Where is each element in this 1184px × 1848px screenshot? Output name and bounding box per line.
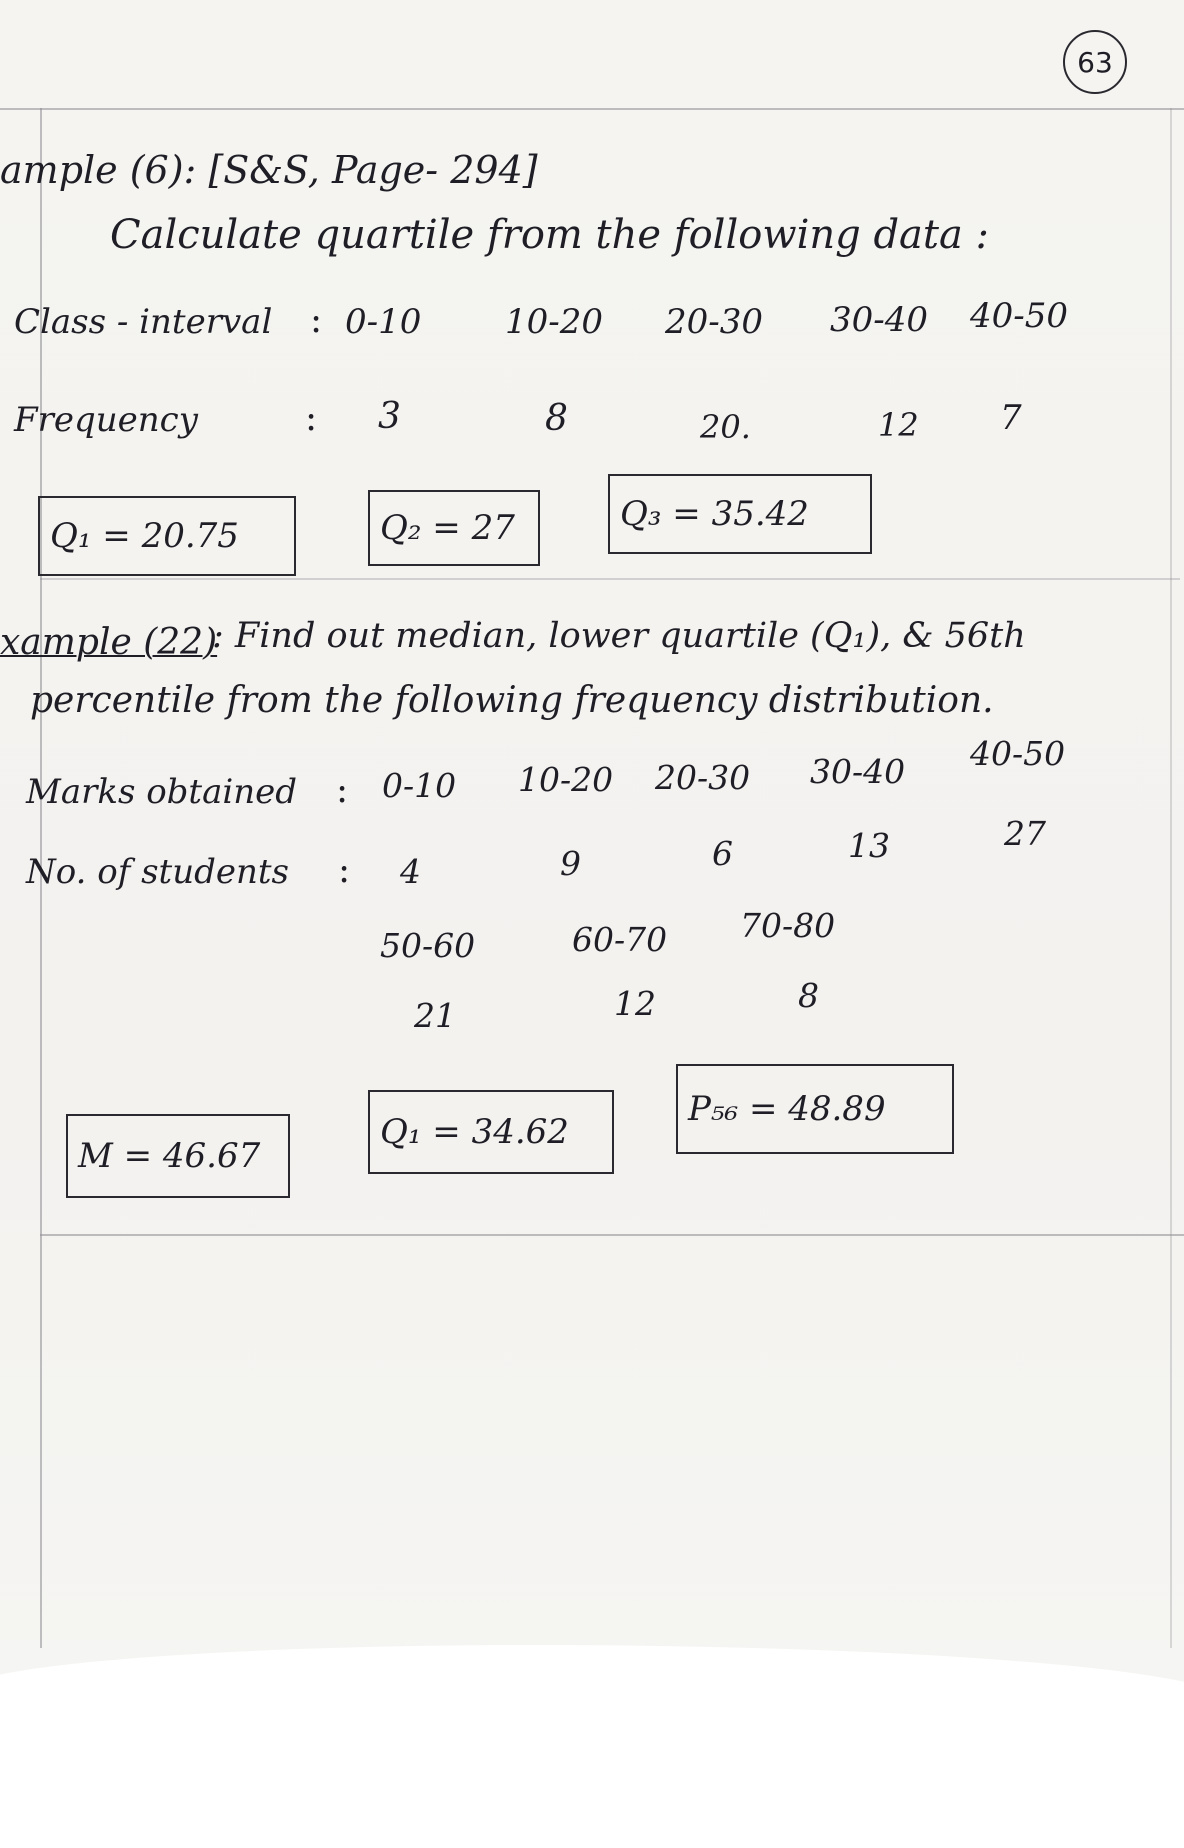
marks-b-0: 50-60 — [380, 926, 476, 965]
page-number: 63 — [1077, 45, 1113, 79]
bottom-rule-line — [40, 1234, 1184, 1236]
frequency-3: 12 — [878, 406, 919, 444]
section-divider-line — [40, 578, 1180, 580]
students-a-2: 6 — [712, 834, 733, 873]
marks-a-2: 20-30 — [655, 758, 751, 797]
frequency-label: Frequency — [14, 400, 198, 440]
frequency-1: 8 — [545, 398, 568, 439]
students-separator: : — [338, 850, 351, 891]
students-a-3: 13 — [848, 826, 890, 865]
students-a-4: 27 — [1004, 814, 1046, 853]
q1-answer-box: Q₁ = 20.75 — [38, 496, 296, 576]
example2-instruction-1: : Find out median, lower quartile (Q₁), & 56th — [212, 616, 1026, 656]
students-a-1: 9 — [560, 844, 581, 883]
q2-answer-box: Q₂ = 27 — [368, 490, 540, 566]
marks-a-1: 10-20 — [518, 760, 614, 799]
interval-3: 30-40 — [830, 300, 929, 340]
marks-a-0: 0-10 — [382, 766, 457, 805]
marks-obtained-separator: : — [336, 770, 349, 811]
interval-4: 40-50 — [970, 296, 1069, 336]
example2-instruction-2: percentile from the following frequency distribution. — [30, 680, 994, 721]
percentile-56-answer-box: P₅₆ = 48.89 — [676, 1064, 954, 1154]
interval-2: 20-30 — [665, 302, 764, 342]
students-a-0: 4 — [400, 852, 421, 891]
q3-answer-box: Q₃ = 35.42 — [608, 474, 872, 554]
marks-a-3: 30-40 — [810, 752, 906, 791]
students-b-1: 12 — [614, 984, 656, 1023]
blank-bottom-area — [0, 1645, 1184, 1848]
median-answer-box: M = 46.67 — [66, 1114, 290, 1198]
example1-heading: ample (6): [S&S, Page- 294] — [0, 148, 538, 192]
frequency-0: 3 — [378, 396, 401, 437]
interval-0: 0-10 — [345, 302, 422, 342]
students-label: No. of students — [26, 852, 290, 892]
page-number-circle — [1063, 30, 1127, 94]
example1-instruction: Calculate quartile from the following data : — [110, 212, 990, 258]
marks-obtained-label: Marks obtained — [26, 772, 298, 812]
students-b-0: 21 — [414, 996, 456, 1035]
frequency-separator: : — [305, 398, 318, 439]
marks-b-1: 60-70 — [572, 920, 668, 959]
marks-a-4: 40-50 — [970, 734, 1066, 773]
interval-1: 10-20 — [505, 302, 604, 342]
class-interval-separator: : — [310, 300, 323, 341]
class-interval-label: Class - interval — [14, 302, 273, 342]
top-rule-line — [0, 108, 1184, 110]
frequency-4: 7 — [1000, 398, 1022, 438]
example2-heading: xample (22) — [0, 622, 218, 663]
marks-b-2: 70-80 — [740, 906, 836, 945]
students-b-2: 8 — [798, 976, 819, 1015]
lower-quartile-answer-box: Q₁ = 34.62 — [368, 1090, 614, 1174]
right-edge-line — [1170, 108, 1172, 1648]
frequency-2: 20. — [700, 408, 751, 446]
